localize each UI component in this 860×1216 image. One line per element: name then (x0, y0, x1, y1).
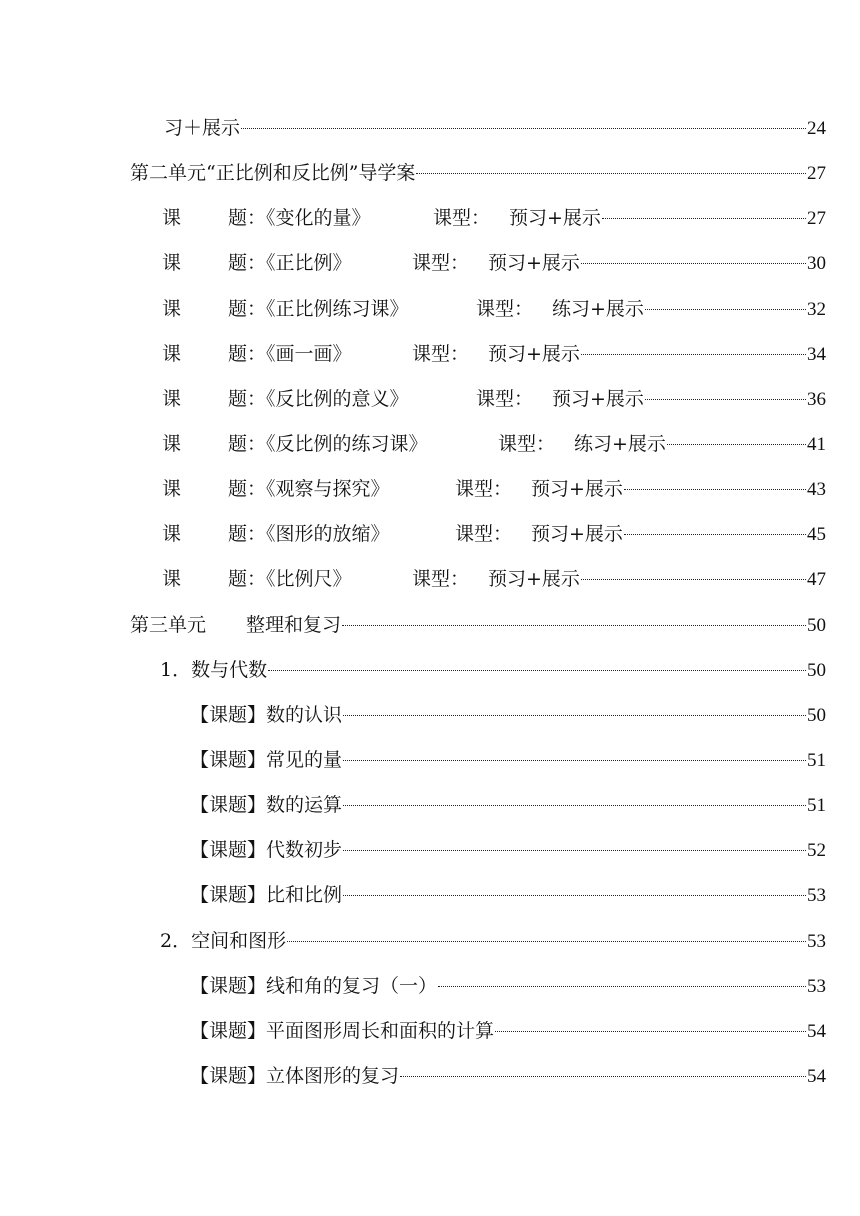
toc-entry-title: 习＋展示 (164, 117, 241, 139)
dot-leader (343, 895, 806, 896)
page-number: 54 (807, 1020, 826, 1042)
page-number: 27 (807, 163, 826, 185)
lesson-title: 题：《正比例》 (228, 252, 352, 275)
toc-entry[interactable] (0, 466, 860, 511)
lesson-type-value: 预习+展示 (488, 568, 580, 591)
toc-entry-title: 【课题】代数初步 (190, 839, 343, 862)
unit-number: 第三单元 (130, 613, 207, 636)
toc-entry-title: 【课题】比和比例 (190, 884, 343, 907)
toc-entry[interactable] (0, 286, 860, 331)
lesson-type-label: 课型： (412, 252, 470, 275)
lesson-type-value: 预习+展示 (531, 478, 623, 501)
page-number: 50 (807, 659, 826, 681)
lesson-type-value: 练习+展示 (552, 297, 644, 320)
page-number: 45 (807, 524, 826, 546)
page-number: 53 (807, 885, 826, 907)
page-number: 24 (807, 118, 826, 139)
dot-leader (645, 309, 806, 310)
toc-entry-title: 【课题】立体图形的复习 (190, 1064, 400, 1087)
toc-entry[interactable] (0, 647, 860, 692)
lesson-type-value: 预习+展示 (509, 207, 601, 230)
unit-title: 整理和复习 (246, 613, 342, 636)
dot-leader (624, 489, 806, 490)
lesson-title: 题：《反比例的意义》 (228, 387, 409, 410)
lesson-type-label: 课型： (433, 207, 491, 230)
page-number: 41 (807, 433, 826, 455)
lesson-type-label: 课型： (412, 342, 470, 365)
page-number: 27 (807, 208, 826, 230)
lesson-label-char: 课 (162, 342, 182, 365)
toc-entry-title (162, 431, 666, 457)
dot-leader (581, 263, 806, 264)
lesson-label-char: 课 (162, 297, 182, 320)
lesson-label-char: 课 (162, 523, 182, 546)
toc-entry[interactable] (0, 195, 860, 240)
dot-leader (438, 986, 806, 987)
lesson-label-char: 课 (162, 207, 182, 230)
page-number: 36 (807, 388, 826, 410)
lesson-label-char: 课 (162, 387, 182, 410)
dot-leader (495, 1031, 806, 1032)
toc-entry-title (162, 296, 644, 322)
toc-entry[interactable] (0, 556, 860, 601)
toc-entry[interactable] (0, 782, 860, 827)
lesson-title: 题：《比例尺》 (228, 568, 352, 591)
toc-entry[interactable] (0, 692, 860, 737)
toc-entry[interactable] (0, 1053, 860, 1098)
lesson-label-char: 课 (162, 432, 182, 455)
lesson-type-label: 课型： (455, 523, 513, 546)
toc-entry-title: 【课题】线和角的复习（一） (190, 974, 438, 997)
lesson-title: 题：《变化的量》 (228, 207, 371, 230)
dot-leader (287, 941, 806, 942)
page-number: 30 (807, 253, 826, 275)
dot-leader (624, 534, 806, 535)
dot-leader (667, 444, 806, 445)
lesson-type-label: 课型： (476, 297, 534, 320)
page-number: 50 (807, 704, 826, 726)
table-of-contents (0, 105, 860, 1098)
page-number: 54 (807, 1065, 826, 1087)
dot-leader (343, 760, 806, 761)
lesson-type-label: 课型： (412, 568, 470, 591)
lesson-type-label: 课型： (498, 432, 556, 455)
toc-entry-title (162, 205, 601, 231)
lesson-type-value: 预习+展示 (488, 252, 580, 275)
toc-entry-title: 【课题】常见的量 (190, 748, 343, 771)
lesson-type-value: 预习+展示 (531, 523, 623, 546)
dot-leader (400, 1076, 806, 1077)
toc-entry-title (162, 476, 623, 502)
toc-entry-title: 【课题】平面图形周长和面积的计算 (190, 1019, 495, 1042)
dot-leader (343, 850, 806, 851)
page-number: 51 (807, 795, 826, 817)
toc-entry-title (162, 341, 580, 367)
toc-entry-title (130, 612, 341, 638)
lesson-title: 题：《正比例练习课》 (228, 297, 409, 320)
page-number: 32 (807, 298, 826, 320)
toc-entry[interactable] (0, 331, 860, 376)
dot-leader (343, 805, 806, 806)
lesson-type-label: 课型： (455, 478, 513, 501)
dot-leader (343, 715, 806, 716)
page-number: 52 (807, 840, 826, 862)
page-number: 51 (807, 749, 826, 771)
dot-leader (581, 579, 806, 580)
toc-entry-title: 【课题】数的运算 (190, 794, 343, 817)
lesson-type-value: 预习+展示 (552, 387, 644, 410)
toc-entry[interactable] (0, 150, 860, 195)
toc-entry-title: 2．空间和图形 (160, 929, 287, 952)
toc-entry[interactable] (0, 376, 860, 421)
lesson-type-value: 练习+展示 (574, 432, 666, 455)
toc-entry-title (162, 566, 580, 592)
lesson-title: 题：《反比例的练习课》 (228, 432, 428, 455)
dot-leader (342, 625, 806, 626)
lesson-type-label: 课型： (476, 387, 534, 410)
lesson-title: 题：《观察与探究》 (228, 478, 390, 501)
toc-entry[interactable] (0, 963, 860, 1008)
toc-entry[interactable] (0, 737, 860, 782)
toc-entry-title (162, 250, 580, 276)
page-number: 53 (807, 930, 826, 952)
page-number: 53 (807, 975, 826, 997)
page-number: 43 (807, 479, 826, 501)
dot-leader (645, 399, 806, 400)
dot-leader (581, 354, 806, 355)
toc-entry[interactable] (0, 421, 860, 466)
toc-entry[interactable] (0, 918, 860, 963)
toc-entry[interactable] (0, 105, 860, 150)
toc-entry[interactable] (0, 827, 860, 872)
page-number: 47 (807, 569, 826, 591)
dot-leader (416, 173, 806, 174)
toc-entry[interactable] (0, 872, 860, 917)
lesson-type-value: 预习+展示 (488, 342, 580, 365)
lesson-label-char: 课 (162, 478, 182, 501)
dot-leader (268, 670, 806, 671)
lesson-title: 题：《图形的放缩》 (228, 523, 390, 546)
lesson-title: 题：《画一画》 (228, 342, 352, 365)
toc-entry-title: 【课题】数的认识 (190, 703, 343, 726)
toc-entry[interactable] (0, 240, 860, 285)
dot-leader (602, 218, 806, 219)
toc-entry-title: 1．数与代数 (160, 658, 268, 681)
toc-entry[interactable] (0, 511, 860, 556)
lesson-label-char: 课 (162, 252, 182, 275)
toc-entry[interactable] (0, 1008, 860, 1053)
toc-entry[interactable] (0, 602, 860, 647)
toc-entry-title: 第二单元“正比例和反比例”导学案 (130, 162, 416, 185)
toc-entry-title (162, 386, 644, 412)
lesson-label-char: 课 (162, 568, 182, 591)
dot-leader (241, 128, 806, 129)
toc-entry-title (162, 521, 623, 547)
page-number: 34 (807, 343, 826, 365)
page-number: 50 (807, 614, 826, 636)
